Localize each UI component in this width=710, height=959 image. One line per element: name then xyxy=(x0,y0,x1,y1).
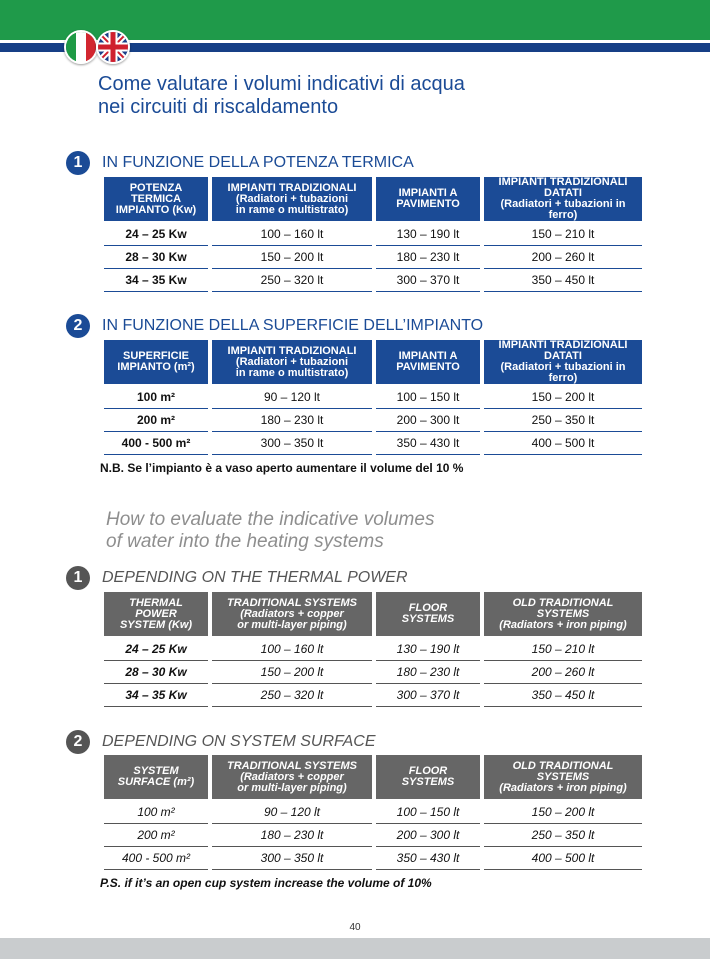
column-header-line: POWER xyxy=(135,607,177,620)
table-cell: 130 – 190 lt xyxy=(376,221,480,246)
column-header-line: SUPERFICIE xyxy=(122,350,189,362)
column-header-line: TRADITIONAL SYSTEMS xyxy=(227,596,357,609)
column-header-line: IMPIANTI TRADIZIONALI xyxy=(227,344,357,357)
table-cell: 180 – 230 lt xyxy=(376,246,480,269)
table-header-row xyxy=(104,592,642,636)
table-cell: 100 – 160 lt xyxy=(212,636,372,661)
column-header xyxy=(212,340,372,384)
table-cell: 400 – 500 lt xyxy=(484,847,642,870)
table-header-row xyxy=(104,755,642,799)
column-header-line: IMPIANTI TRADIZIONALI xyxy=(498,176,628,188)
page-title-english xyxy=(106,509,434,553)
table-cell: 180 – 230 lt xyxy=(212,409,372,432)
table-cell: 200 – 300 lt xyxy=(376,824,480,847)
table-cell: 180 – 230 lt xyxy=(376,661,480,684)
table-cell: 180 – 230 lt xyxy=(212,824,372,847)
column-header-line: (Radiatori + tubazioni xyxy=(235,355,349,368)
table-cell: 350 – 450 lt xyxy=(484,269,642,292)
section-title: IN FUNZIONE DELLA POTENZA TERMICA xyxy=(102,154,414,171)
column-header-line: in rame o multistrato) xyxy=(235,366,349,379)
table-cell: 350 – 430 lt xyxy=(376,847,480,870)
table-cell: 200 – 260 lt xyxy=(484,661,642,684)
note-english: P.S. if it’s an open cup system increase the volume of 10% xyxy=(100,876,432,890)
column-header-line: (Radiatori + tubazioni in ferro) xyxy=(500,198,626,221)
table-cell: 150 – 210 lt xyxy=(484,636,642,661)
italy-flag-icon[interactable] xyxy=(64,30,98,64)
table-cell: 350 – 450 lt xyxy=(484,684,642,707)
section-heading xyxy=(66,313,483,339)
section-number-badge: 2 xyxy=(66,730,90,754)
section-number-badge: 1 xyxy=(66,151,90,175)
table-row xyxy=(104,684,642,707)
column-header xyxy=(376,340,480,384)
row-label-cell: 34 – 35 Kw xyxy=(104,269,208,292)
table-row xyxy=(104,824,642,847)
column-header-line: or multi-layer piping) xyxy=(237,781,347,794)
row-label-cell: 24 – 25 Kw xyxy=(104,636,208,661)
table-cell: 90 – 120 lt xyxy=(212,384,372,409)
column-header-line: TRADITIONAL SYSTEMS xyxy=(227,759,357,772)
page-number: 40 xyxy=(349,922,361,933)
column-header-line: SYSTEM (Kw) xyxy=(119,618,193,631)
section-number-badge: 1 xyxy=(66,566,90,590)
table-row xyxy=(104,221,642,246)
table-cell: 100 – 150 lt xyxy=(376,384,480,409)
table-cell: 400 – 500 lt xyxy=(484,432,642,455)
column-header-line: IMPIANTI A xyxy=(398,187,458,199)
section-heading xyxy=(66,565,408,591)
table-cell: 150 – 200 lt xyxy=(212,246,372,269)
table-cell: 130 – 190 lt xyxy=(376,636,480,661)
table-cell: 150 – 210 lt xyxy=(484,221,642,246)
table-row xyxy=(104,409,642,432)
column-header xyxy=(484,177,642,221)
table-row xyxy=(104,661,642,684)
column-header xyxy=(212,592,372,636)
row-label-cell: 24 – 25 Kw xyxy=(104,221,208,246)
section-title: DEPENDING ON THE THERMAL POWER xyxy=(102,569,408,586)
row-label-cell: 34 – 35 Kw xyxy=(104,684,208,707)
section-number-badge: 2 xyxy=(66,314,90,338)
column-header-line: SYSTEMS xyxy=(401,776,455,788)
column-header-line: FLOOR xyxy=(408,765,448,777)
table-cell: 100 – 150 lt xyxy=(376,799,480,824)
table-cell: 200 – 260 lt xyxy=(484,246,642,269)
table-cell: 250 – 350 lt xyxy=(484,824,642,847)
section-title: IN FUNZIONE DELLA SUPERFICIE DELL’IMPIANTO xyxy=(102,317,484,334)
column-header-line: SYSTEMS xyxy=(401,613,455,625)
table-cell: 150 – 200 lt xyxy=(212,661,372,684)
table-row xyxy=(104,636,642,661)
column-header-line: DATATI xyxy=(544,350,582,362)
column-header xyxy=(212,755,372,799)
column-header xyxy=(376,177,480,221)
column-header-line: (Radiators + iron piping) xyxy=(499,781,627,794)
column-header-line: SURFACE (m²) xyxy=(117,776,195,788)
column-header-line: (Radiators + copper xyxy=(240,770,344,783)
row-label-cell: 100 m² xyxy=(104,384,208,409)
column-header xyxy=(484,592,642,636)
table-header-row xyxy=(104,340,642,384)
section-heading xyxy=(66,150,414,176)
table-it-thermal-power xyxy=(100,177,646,292)
column-header xyxy=(212,177,372,221)
table-cell: 250 – 320 lt xyxy=(212,269,372,292)
page-title-italian xyxy=(98,73,465,119)
column-header-line: FLOOR xyxy=(408,602,448,614)
table-cell: 300 – 350 lt xyxy=(212,847,372,870)
row-label-cell: 200 m² xyxy=(104,409,208,432)
column-header-line: in rame o multistrato) xyxy=(235,203,349,216)
table-it-system-surface xyxy=(100,340,646,455)
table-cell: 300 – 350 lt xyxy=(212,432,372,455)
table-cell: 200 – 300 lt xyxy=(376,409,480,432)
title-line: nei circuiti di riscaldamento xyxy=(98,96,339,118)
column-header-line: SYSTEMS xyxy=(536,607,590,620)
table-row xyxy=(104,432,642,455)
column-header-line: THERMAL xyxy=(129,596,183,609)
column-header-line: PAVIMENTO xyxy=(396,198,460,210)
column-header xyxy=(104,755,208,799)
column-header-line: SYSTEM xyxy=(133,765,179,777)
table-cell: 100 – 160 lt xyxy=(212,221,372,246)
title-line: How to evaluate the indicative volumes xyxy=(106,509,435,530)
row-label-cell: 28 – 30 Kw xyxy=(104,661,208,684)
column-header-line: SYSTEMS xyxy=(536,770,590,783)
column-header-line: OLD TRADITIONAL xyxy=(512,759,614,772)
title-line: Come valutare i volumi indicativi di acqua xyxy=(98,73,465,95)
table-row xyxy=(104,799,642,824)
column-header-line: (Radiatori + tubazioni in ferro) xyxy=(500,361,626,384)
table-cell: 150 – 200 lt xyxy=(484,384,642,409)
column-header-line: POTENZA xyxy=(129,181,183,194)
column-header xyxy=(104,592,208,636)
section-heading xyxy=(66,729,376,755)
table-row xyxy=(104,847,642,870)
column-header xyxy=(104,177,208,221)
column-header xyxy=(104,340,208,384)
column-header xyxy=(376,592,480,636)
column-header-line: PAVIMENTO xyxy=(396,361,460,373)
column-header-line: IMPIANTI A xyxy=(398,350,458,362)
table-cell: 90 – 120 lt xyxy=(212,799,372,824)
table-row xyxy=(104,269,642,292)
column-header-line: (Radiators + iron piping) xyxy=(499,618,627,631)
column-header-line: or multi-layer piping) xyxy=(237,618,347,631)
title-line: of water into the heating systems xyxy=(106,531,384,552)
column-header-line: (Radiatori + tubazioni xyxy=(235,192,349,205)
row-label-cell: 100 m² xyxy=(104,799,208,824)
table-cell: 300 – 370 lt xyxy=(376,684,480,707)
column-header-line: OLD TRADITIONAL xyxy=(512,596,614,609)
table-header-row xyxy=(104,177,642,221)
table-cell: 150 – 200 lt xyxy=(484,799,642,824)
note-italian: N.B. Se l’impianto è a vaso aperto aumentare il volume del 10 % xyxy=(100,461,464,475)
row-label-cell: 400 - 500 m² xyxy=(104,847,208,870)
table-en-system-surface xyxy=(100,755,646,870)
column-header-line: TERMICA xyxy=(130,192,182,205)
column-header-line: IMPIANTO (m²) xyxy=(117,361,195,373)
table-row xyxy=(104,246,642,269)
column-header-line: IMPIANTI TRADIZIONALI xyxy=(227,181,357,194)
column-header-line: IMPIANTI TRADIZIONALI xyxy=(498,339,628,351)
row-label-cell: 400 - 500 m² xyxy=(104,432,208,455)
column-header xyxy=(484,340,642,384)
table-cell: 300 – 370 lt xyxy=(376,269,480,292)
footer-bar xyxy=(0,938,710,959)
table-cell: 250 – 350 lt xyxy=(484,409,642,432)
table-cell: 250 – 320 lt xyxy=(212,684,372,707)
column-header-line: DATATI xyxy=(544,187,582,199)
column-header-line: (Radiators + copper xyxy=(240,607,344,620)
table-en-thermal-power xyxy=(100,592,646,707)
column-header-line: IMPIANTO (Kw) xyxy=(115,203,197,216)
column-header xyxy=(484,755,642,799)
section-title: DEPENDING ON SYSTEM SURFACE xyxy=(102,733,376,750)
column-header xyxy=(376,755,480,799)
uk-flag-icon[interactable] xyxy=(96,30,130,64)
table-row xyxy=(104,384,642,409)
row-label-cell: 28 – 30 Kw xyxy=(104,246,208,269)
row-label-cell: 200 m² xyxy=(104,824,208,847)
table-cell: 350 – 430 lt xyxy=(376,432,480,455)
